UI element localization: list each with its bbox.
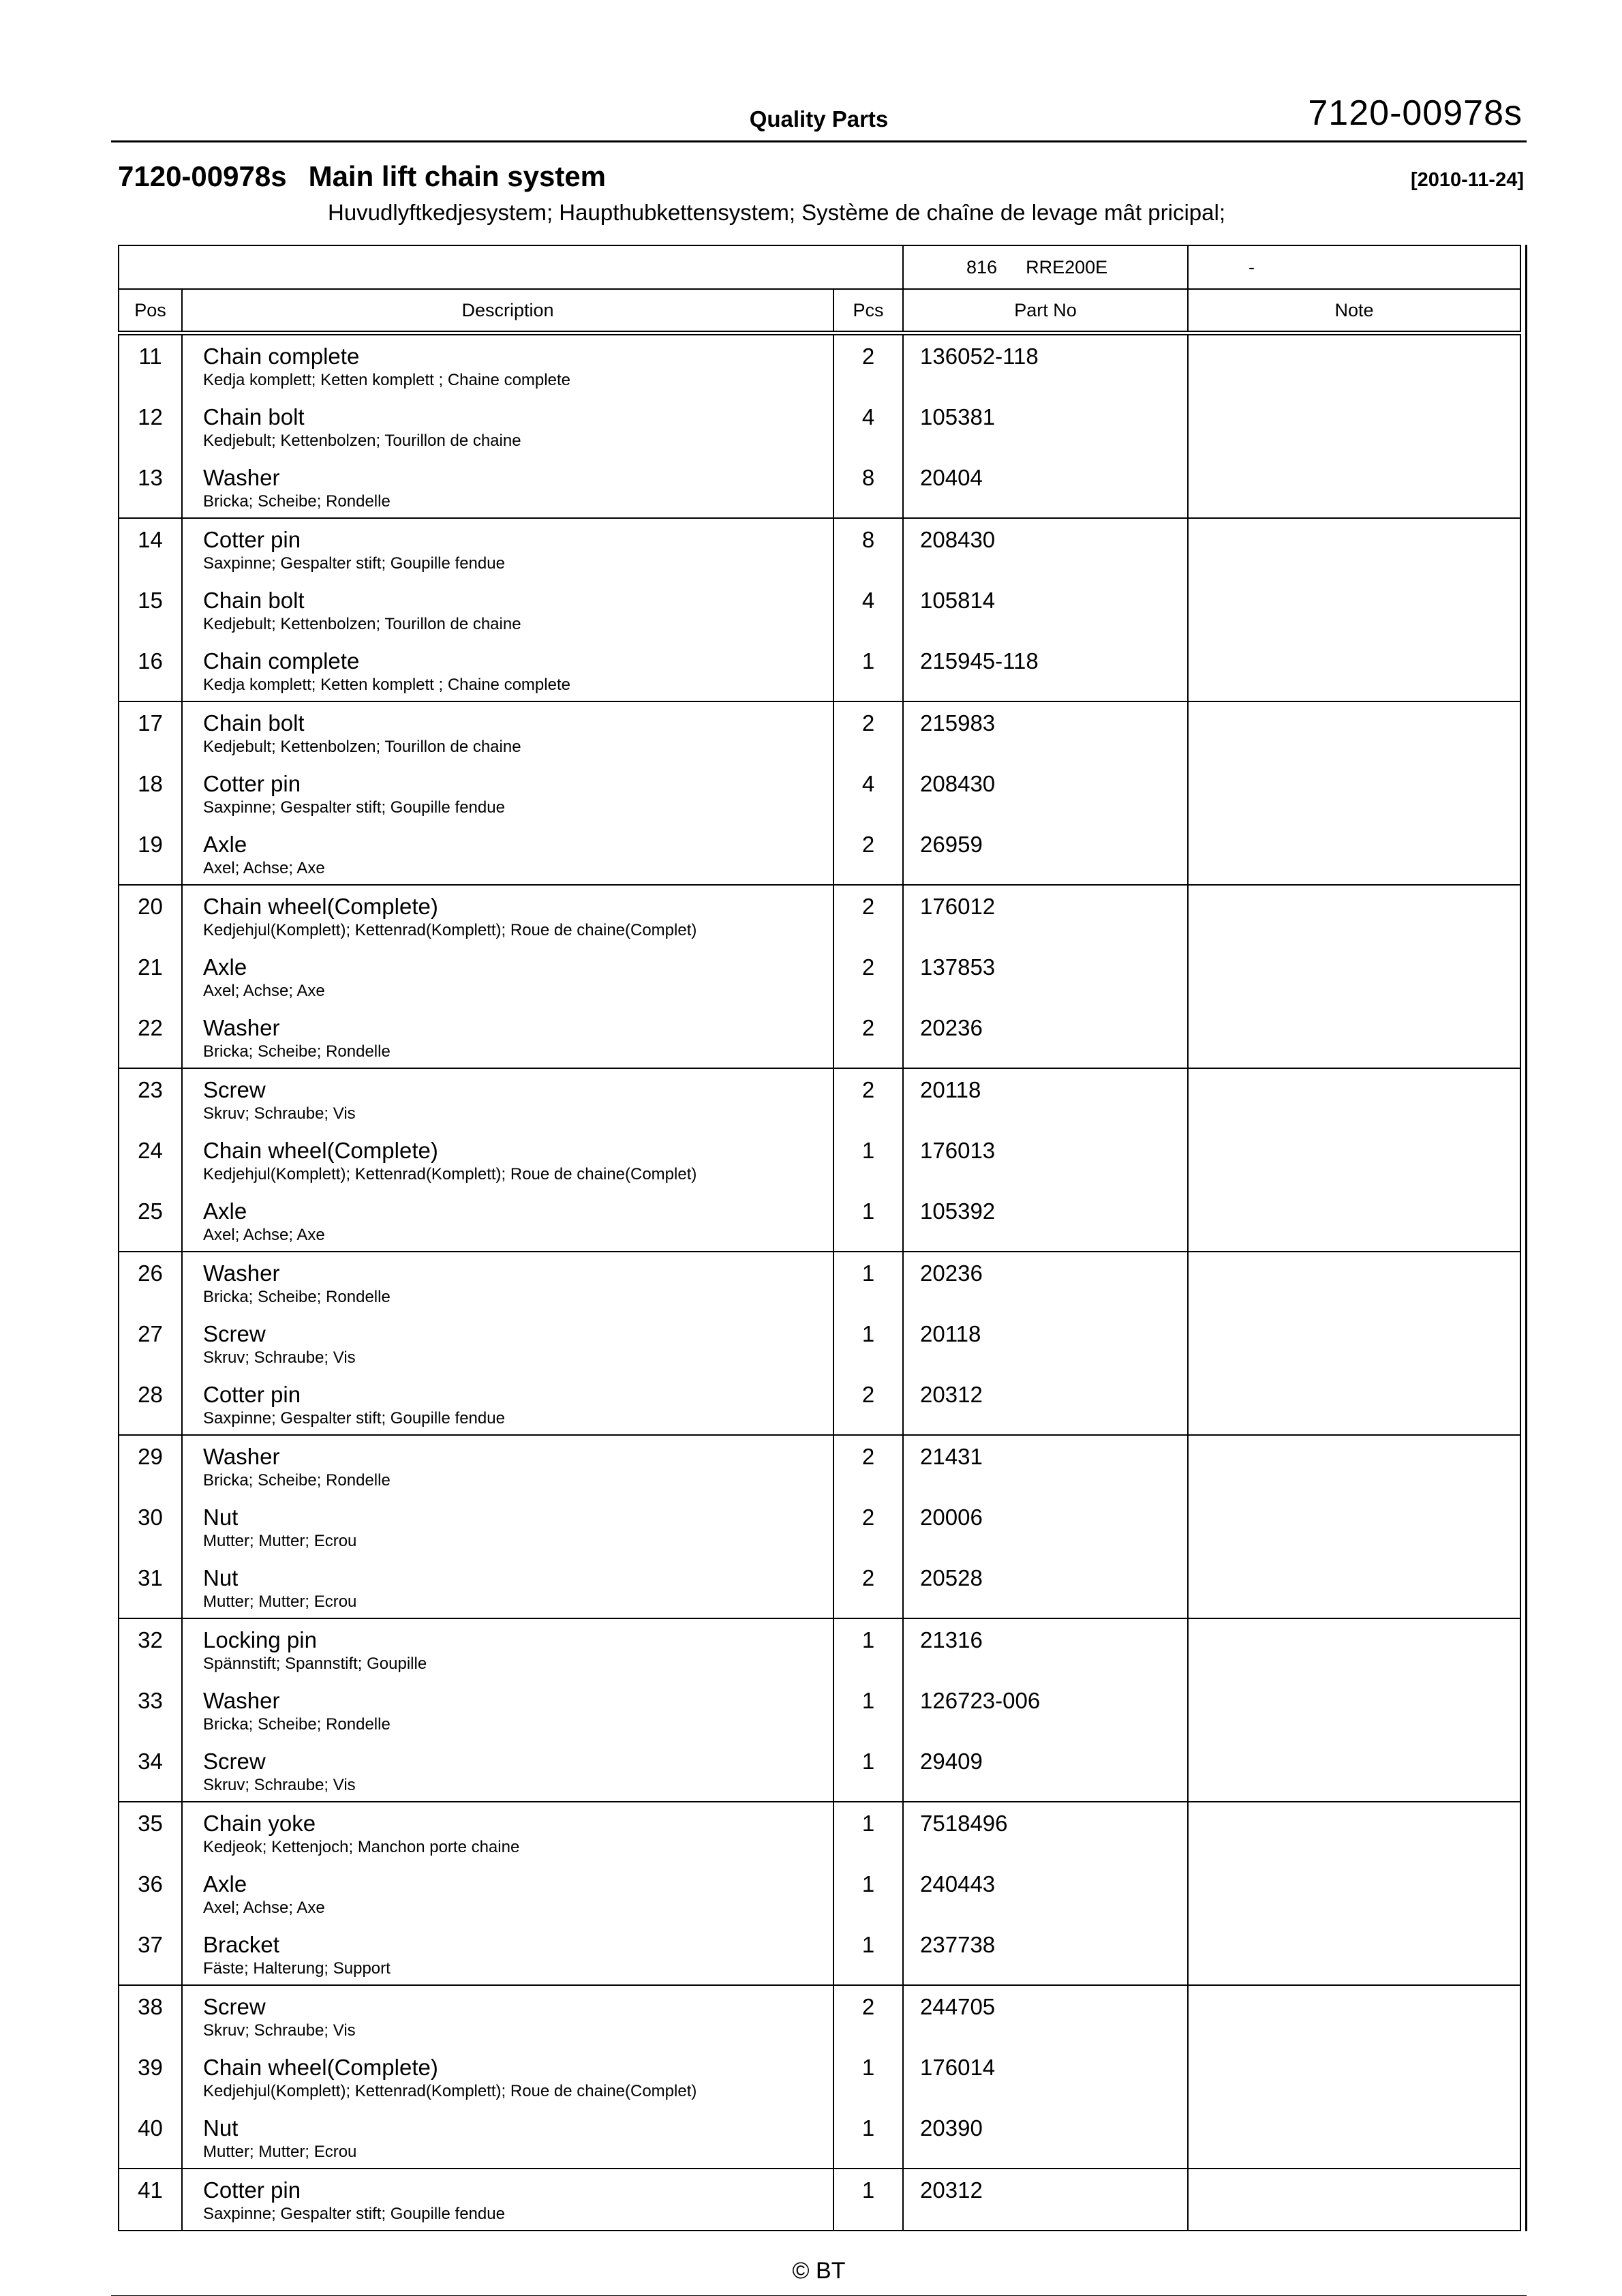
row-pcs: 2 [833,701,903,763]
row-description [182,1068,833,1130]
row-pos: 38 [119,1985,182,2046]
row-pcs: 1 [833,1130,903,1190]
row-description [182,2169,833,2231]
description-translations: Kedjehjul(Komplett); Kettenrad(Komplett); Roue de chaine(Complet) [203,921,697,939]
table-row [119,1680,1520,1740]
description-translations: Kedjehjul(Komplett); Kettenrad(Komplett); Roue de chaine(Complet) [203,2082,697,2100]
page-title [118,160,606,193]
description-translations: Kedja komplett; Ketten komplett ; Chaine complete [203,371,570,389]
row-note [1188,1252,1520,1313]
row-pcs: 2 [833,1985,903,2046]
description-main: Axle [203,1198,247,1224]
description-translations: Axel; Achse; Axe [203,982,325,1000]
row-pcs: 1 [833,1863,903,1924]
description-main: Bracket [203,1932,279,1957]
table-row [119,763,1520,824]
col-header-pcs: Pcs [833,289,903,333]
row-description [182,396,833,457]
row-note [1188,1557,1520,1618]
row-description [182,640,833,701]
row-part-no: 176012 [903,885,1188,946]
description-translations: Kedjehjul(Komplett); Kettenrad(Komplett); Roue de chaine(Complet) [203,1165,697,1183]
row-pos: 16 [119,640,182,701]
page-content [111,80,1527,2296]
description-main: Axle [203,832,247,857]
table-row [119,579,1520,640]
description-main: Axle [203,954,247,980]
description-translations: Axel; Achse; Axe [203,1899,325,1917]
table-row [119,1924,1520,1985]
table-row [119,2046,1520,2107]
table-row [119,457,1520,518]
row-description [182,1130,833,1190]
row-note [1188,518,1520,579]
description-main: Nut [203,1565,239,1590]
row-description [182,2046,833,2107]
model-cell [903,245,1188,289]
description-main: Chain yoke [203,1811,316,1836]
row-pcs: 2 [833,1496,903,1557]
row-part-no: 7518496 [903,1802,1188,1863]
row-pos: 29 [119,1435,182,1496]
row-description [182,946,833,1007]
description-translations: Saxpinne; Gespalter stift; Goupille fendue [203,798,505,817]
description-translations: Spännstift; Spannstift; Goupille [203,1655,427,1673]
row-pcs: 2 [833,1007,903,1068]
row-pcs: 2 [833,946,903,1007]
row-pcs: 1 [833,1740,903,1802]
description-main: Cotter pin [203,527,301,552]
model-dash-cell [1188,245,1520,289]
row-note [1188,333,1520,397]
row-pcs: 1 [833,2107,903,2169]
parts-table-wrapper [118,245,1527,2231]
row-note [1188,2169,1520,2231]
row-description [182,824,833,885]
row-note [1188,457,1520,518]
description-main: Nut [203,2115,239,2141]
row-pcs: 1 [833,1802,903,1863]
row-pos: 32 [119,1618,182,1680]
row-pos: 39 [119,2046,182,2107]
title-row [118,160,1524,193]
description-main: Cotter pin [203,2177,301,2203]
row-description [182,1557,833,1618]
row-note [1188,579,1520,640]
row-pos: 26 [119,1252,182,1313]
row-note [1188,1985,1520,2046]
row-part-no: 20118 [903,1068,1188,1130]
description-main: Chain bolt [203,404,305,429]
row-description [182,2107,833,2169]
row-part-no: 105814 [903,579,1188,640]
row-note [1188,1007,1520,1068]
row-description [182,1680,833,1740]
model-name: RRE200E [1026,256,1108,277]
row-description [182,1374,833,1435]
table-row [119,1374,1520,1435]
row-part-no: 105381 [903,396,1188,457]
table-row [119,1252,1520,1313]
row-pcs: 4 [833,579,903,640]
row-part-no: 26959 [903,824,1188,885]
row-part-no: 215945-118 [903,640,1188,701]
description-main: Washer [203,1260,280,1286]
row-pos: 36 [119,1863,182,1924]
description-translations: Kedjebult; Kettenbolzen; Tourillon de chaine [203,615,521,633]
row-part-no: 20236 [903,1252,1188,1313]
row-note [1188,885,1520,946]
row-pos: 17 [119,701,182,763]
table-row [119,1863,1520,1924]
table-row [119,1618,1520,1680]
row-note [1188,1068,1520,1130]
description-main: Chain wheel(Complete) [203,1138,438,1163]
table-row [119,518,1520,579]
table-row [119,824,1520,885]
description-translations: Bricka; Scheibe; Rondelle [203,1715,391,1734]
table-row [119,333,1520,397]
row-pos: 24 [119,1130,182,1190]
description-translations: Kedja komplett; Ketten komplett ; Chaine complete [203,676,570,694]
row-description [182,579,833,640]
table-row [119,885,1520,946]
description-main: Chain complete [203,648,360,674]
row-part-no: 20118 [903,1313,1188,1374]
table-row [119,1130,1520,1190]
row-pos: 27 [119,1313,182,1374]
row-pcs: 4 [833,763,903,824]
row-pcs: 1 [833,1680,903,1740]
parts-table-body [119,333,1520,2231]
table-row [119,1985,1520,2046]
description-main: Screw [203,1321,266,1346]
row-pos: 19 [119,824,182,885]
row-pos: 30 [119,1496,182,1557]
table-row [119,1740,1520,1802]
row-note [1188,824,1520,885]
row-pos: 25 [119,1190,182,1252]
description-main: Screw [203,1994,266,2019]
row-description [182,1007,833,1068]
revision-date: [2010-11-24] [1410,169,1524,191]
row-part-no: 20528 [903,1557,1188,1618]
table-row [119,1435,1520,1496]
row-note [1188,1924,1520,1985]
row-note [1188,946,1520,1007]
row-description [182,1313,833,1374]
description-translations: Fäste; Halterung; Support [203,1959,391,1978]
row-note [1188,1863,1520,1924]
row-pos: 37 [119,1924,182,1985]
footer-copyright: © BT [792,2258,846,2284]
table-row [119,396,1520,457]
row-part-no: 137853 [903,946,1188,1007]
row-part-no: 20404 [903,457,1188,518]
row-note [1188,2107,1520,2169]
row-part-no: 20390 [903,2107,1188,2169]
row-pos: 41 [119,2169,182,2231]
masthead [111,80,1527,142]
row-note [1188,1496,1520,1557]
row-note [1188,1190,1520,1252]
row-description [182,701,833,763]
description-translations: Bricka; Scheibe; Rondelle [203,1471,391,1490]
row-description [182,1618,833,1680]
col-header-pos: Pos [119,289,182,333]
description-translations: Mutter; Mutter; Ecrou [203,1592,357,1611]
description-translations: Skruv; Schraube; Vis [203,1776,356,1794]
row-pos: 21 [119,946,182,1007]
row-pcs: 1 [833,2169,903,2231]
row-pcs: 2 [833,824,903,885]
description-translations: Axel; Achse; Axe [203,1226,325,1244]
description-main: Washer [203,1444,280,1469]
table-row [119,1190,1520,1252]
description-translations: Mutter; Mutter; Ecrou [203,2143,357,2161]
row-part-no: 29409 [903,1740,1188,1802]
description-translations: Saxpinne; Gespalter stift; Goupille fendue [203,554,505,573]
table-row [119,2169,1520,2231]
row-note [1188,1740,1520,1802]
description-translations: Skruv; Schraube; Vis [203,1104,356,1123]
row-pos: 31 [119,1557,182,1618]
table-row [119,1802,1520,1863]
row-pcs: 2 [833,885,903,946]
row-part-no: 237738 [903,1924,1188,1985]
description-translations: Bricka; Scheibe; Rondelle [203,1288,391,1306]
model-dash: - [1249,256,1255,277]
row-pos: 11 [119,333,182,397]
description-main: Cotter pin [203,771,301,796]
description-translations: Saxpinne; Gespalter stift; Goupille fendue [203,1409,505,1428]
document-number-header: 7120-00978s [1308,93,1522,133]
row-pos: 28 [119,1374,182,1435]
row-pos: 35 [119,1802,182,1863]
row-note [1188,640,1520,701]
row-pcs: 2 [833,1068,903,1130]
description-main: Chain wheel(Complete) [203,2055,438,2080]
table-row [119,701,1520,763]
row-part-no: 208430 [903,518,1188,579]
row-pos: 14 [119,518,182,579]
col-header-description: Description [182,289,833,333]
row-pcs: 1 [833,1313,903,1374]
col-header-part-no: Part No [903,289,1188,333]
description-translations: Bricka; Scheibe; Rondelle [203,1042,391,1061]
row-part-no: 20312 [903,1374,1188,1435]
row-note [1188,1130,1520,1190]
row-part-no: 20006 [903,1496,1188,1557]
row-pcs: 2 [833,1435,903,1496]
row-part-no: 126723-006 [903,1680,1188,1740]
row-part-no: 20236 [903,1007,1188,1068]
row-note [1188,1680,1520,1740]
row-pos: 33 [119,1680,182,1740]
row-pcs: 1 [833,1618,903,1680]
description-translations: Bricka; Scheibe; Rondelle [203,492,391,511]
row-pos: 18 [119,763,182,824]
row-description [182,1740,833,1802]
description-translations: Kedjeok; Kettenjoch; Manchon porte chaine [203,1838,520,1856]
row-pcs: 2 [833,333,903,397]
row-pcs: 1 [833,1924,903,1985]
row-pos: 13 [119,457,182,518]
description-main: Chain bolt [203,588,305,613]
row-part-no: 136052-118 [903,333,1188,397]
row-pos: 12 [119,396,182,457]
description-translations: Mutter; Mutter; Ecrou [203,1532,357,1550]
description-main: Washer [203,1015,280,1040]
row-description [182,1252,833,1313]
row-pos: 15 [119,579,182,640]
row-part-no: 215983 [903,701,1188,763]
table-row [119,2107,1520,2169]
description-main: Screw [203,1749,266,1774]
description-main: Washer [203,1688,280,1713]
row-part-no: 208430 [903,763,1188,824]
row-pcs: 8 [833,518,903,579]
row-description [182,885,833,946]
title-translations: Huvudlyftkedjesystem; Haupthubkettensystem; Système de chaîne de levage mât pricipal; [328,200,1226,225]
row-note [1188,1618,1520,1680]
description-main: Cotter pin [203,1382,301,1407]
document-number-title: 7120-00978s [118,160,287,192]
model-blank-cell [119,245,903,289]
row-note [1188,2046,1520,2107]
table-row [119,640,1520,701]
row-description [182,457,833,518]
description-translations: Axel; Achse; Axe [203,859,325,877]
row-part-no: 176014 [903,2046,1188,2107]
row-pcs: 2 [833,1557,903,1618]
row-description [182,1190,833,1252]
row-pos: 23 [119,1068,182,1130]
description-translations: Kedjebult; Kettenbolzen; Tourillon de chaine [203,738,521,756]
row-part-no: 244705 [903,1985,1188,2046]
row-note [1188,763,1520,824]
row-pcs: 1 [833,1252,903,1313]
row-pcs: 4 [833,396,903,457]
description-translations: Skruv; Schraube; Vis [203,1348,356,1367]
row-pos: 34 [119,1740,182,1802]
row-part-no: 20312 [903,2169,1188,2231]
row-description [182,333,833,397]
table-row [119,1068,1520,1130]
row-description [182,1496,833,1557]
row-description [182,1863,833,1924]
row-part-no: 21316 [903,1618,1188,1680]
model-row [119,245,1520,289]
description-translations: Saxpinne; Gespalter stift; Goupille fendue [203,2205,505,2223]
model-code: 816 [966,256,998,277]
row-description [182,1435,833,1496]
col-header-note: Note [1188,289,1520,333]
row-part-no: 240443 [903,1863,1188,1924]
parts-table [118,245,1521,2231]
row-note [1188,396,1520,457]
description-main: Locking pin [203,1627,317,1652]
row-note [1188,1435,1520,1496]
row-description [182,763,833,824]
row-description [182,1802,833,1863]
row-description [182,1985,833,2046]
title-text: Main lift chain system [308,160,607,192]
table-row [119,1313,1520,1374]
row-part-no: 21431 [903,1435,1188,1496]
description-main: Chain complete [203,344,360,369]
table-row [119,946,1520,1007]
row-pcs: 1 [833,2046,903,2107]
row-note [1188,701,1520,763]
row-pos: 40 [119,2107,182,2169]
row-pcs: 1 [833,1190,903,1252]
description-main: Chain bolt [203,710,305,736]
description-main: Chain wheel(Complete) [203,894,438,919]
column-header-row [119,289,1520,333]
row-note [1188,1313,1520,1374]
description-main: Axle [203,1871,247,1897]
table-row [119,1496,1520,1557]
row-note [1188,1802,1520,1863]
description-translations: Skruv; Schraube; Vis [203,2021,356,2040]
row-pos: 20 [119,885,182,946]
row-part-no: 176013 [903,1130,1188,1190]
description-main: Screw [203,1077,266,1102]
brand-label: Quality Parts [749,106,889,132]
description-main: Nut [203,1505,239,1530]
row-pcs: 2 [833,1374,903,1435]
row-description [182,1924,833,1985]
row-pcs: 8 [833,457,903,518]
row-pcs: 1 [833,640,903,701]
table-row [119,1557,1520,1618]
description-main: Washer [203,465,280,490]
table-row [119,1007,1520,1068]
row-pos: 22 [119,1007,182,1068]
row-note [1188,1374,1520,1435]
row-description [182,518,833,579]
parts-table-head [119,245,1520,333]
row-part-no: 105392 [903,1190,1188,1252]
description-translations: Kedjebult; Kettenbolzen; Tourillon de chaine [203,432,521,450]
